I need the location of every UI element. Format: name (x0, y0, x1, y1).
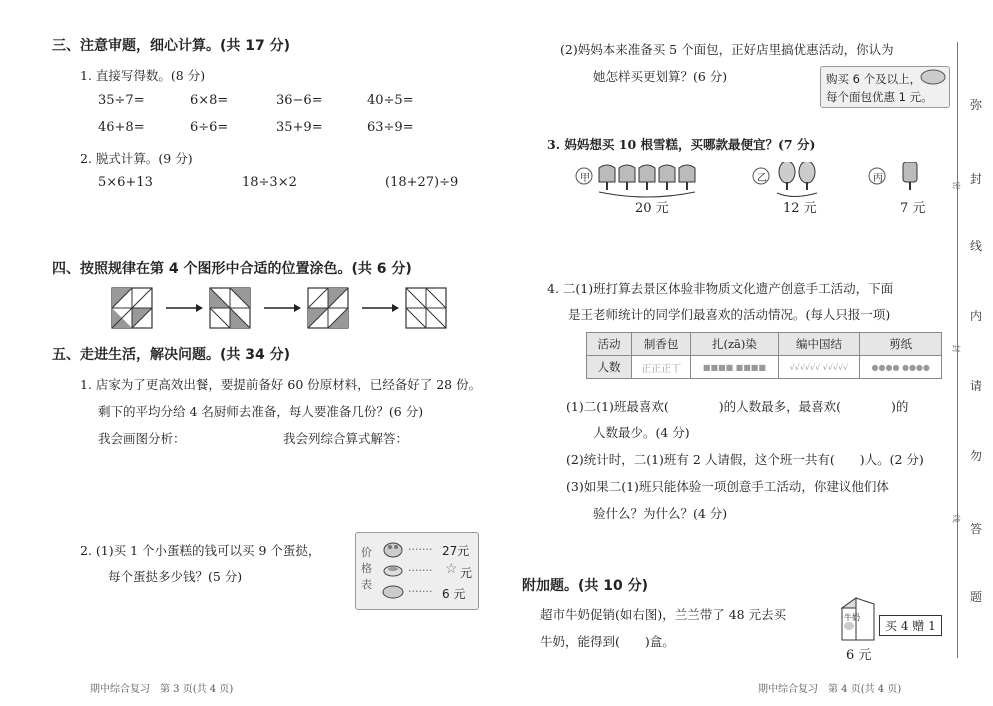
q2b-line2: 她怎样买更划算？(6 分) (593, 69, 728, 84)
pastry-icons (382, 539, 404, 603)
bread-icon (919, 68, 947, 86)
q4-p3b: 验什么？为什么？(4 分) (593, 506, 728, 521)
s5-q2-line2: 每个蛋挞多少钱？(5 分) (108, 569, 243, 584)
popsicle-icons-yi (777, 162, 817, 197)
binding-char: 答 (970, 522, 983, 536)
binding-mark: 封 (951, 344, 961, 353)
extra-title: 附加题。(共 10 分) (522, 578, 649, 594)
pattern-square-3 (308, 288, 348, 328)
price-bread: 6 元 (442, 587, 466, 601)
binding-char: 内 (970, 309, 983, 323)
q4-p1a: (1)二(1)班最喜欢( )的人数最多，最喜欢( )的 (566, 399, 909, 414)
bread-icon (383, 586, 403, 598)
binding-char: 请 (970, 379, 983, 393)
bread-promo-box (820, 66, 950, 108)
pattern-square-4-blank (406, 288, 446, 328)
calc-item: 35÷7= (98, 93, 145, 108)
pattern-square-2 (210, 288, 250, 328)
table-row (587, 356, 942, 379)
label-jia: 甲 (580, 173, 590, 184)
binding-char: 题 (970, 590, 983, 604)
binding-mark: 密 (951, 181, 961, 190)
cake-icon (384, 543, 402, 557)
footer-left: 期中综合复习 第 3 页(共 4 页) (90, 684, 234, 695)
calc-item: 63÷9= (367, 120, 414, 135)
s3-q1-label: 1. 直接写得数。(8 分) (80, 68, 206, 83)
s5-q1-formula: 我会列综合算式解答： (283, 431, 409, 446)
q3-title: 3. 妈妈想买 10 根雪糕，买哪款最便宜？(7 分) (547, 137, 816, 152)
table-header: 制香包 (632, 333, 691, 356)
expr-item: (18+27)÷9 (385, 175, 459, 190)
dots: ······· (408, 543, 433, 556)
q4-line1: 4. 二(1)班打算去景区体验非物质文化遗产创意手工活动，下面 (547, 281, 894, 296)
arrow-icon (166, 304, 203, 312)
dots: ······· (408, 585, 433, 598)
label-yi: 乙 (757, 173, 767, 184)
q4-p1b: 人数最少。(4 分) (593, 425, 690, 440)
arrow-icon (362, 304, 399, 312)
milk-label: 牛奶 (844, 613, 860, 622)
expr-item: 18÷3×2 (242, 175, 297, 190)
popsicle-icon-bing (903, 162, 917, 190)
binding-mark: 线 (951, 514, 961, 523)
binding-char: 线 (970, 239, 983, 253)
binding-char: 弥 (970, 98, 983, 112)
table-header: 扎(zā)染 (691, 333, 778, 356)
price-jia: 20 元 (635, 201, 669, 216)
price-yi: 12 元 (783, 201, 817, 216)
table-cell: ●●●● ●●●● (860, 356, 942, 379)
table-cell: 正正正丅 (632, 356, 691, 379)
expr-item: 5×6+13 (98, 175, 153, 190)
calc-item: 40÷5= (367, 93, 414, 108)
calc-item: 6÷6= (190, 120, 229, 135)
binding-char: 勿 (970, 449, 983, 463)
calc-item: 35+9= (276, 120, 323, 135)
calc-item: 46+8= (98, 120, 145, 135)
label-bing: 丙 (873, 173, 883, 184)
s5-q2-line1: 2. (1)买 1 个小蛋糕的钱可以买 9 个蛋挞， (80, 543, 321, 558)
popsicle-icons-jia (599, 165, 695, 197)
q4-line2: 是王老师统计的同学们最喜欢的活动情况。(每人只报一项) (568, 307, 891, 322)
price-bing: 7 元 (900, 201, 926, 216)
milk-price: 6 元 (846, 648, 872, 663)
table-header: 活动 (587, 333, 632, 356)
section-5-title: 五、走进生活，解决问题。(共 34 分) (52, 347, 291, 363)
table-header: 编中国结 (778, 333, 860, 356)
pattern-sequence (110, 286, 460, 330)
section-4-title: 四、按照规律在第 4 个图形中合适的位置涂色。(共 6 分) (52, 261, 412, 277)
calc-item: 6×8= (190, 93, 229, 108)
section-3-title: 三、注意审题，细心计算。(共 17 分) (52, 38, 291, 54)
egg-tart-icon (384, 566, 402, 576)
dots: ······· (408, 564, 433, 577)
table-cell: √√√√√√ √√√√√ (778, 356, 860, 379)
s5-q1-line2: 剩下的平均分给 4 名厨师去准备，每人要准备几份？(6 分) (98, 404, 424, 419)
table-header: 剪纸 (860, 333, 942, 356)
table-header-row (587, 333, 942, 356)
price-cake: 27元 (442, 544, 470, 558)
table-row-label: 人数 (587, 356, 632, 379)
star-icon: ☆ (445, 561, 458, 577)
promo-line1: 购买 6 个及以上， (826, 72, 922, 86)
table-cell: ■■■■ ■■■■ (691, 356, 778, 379)
q4-p2: (2)统计时，二(1)班有 2 人请假，这个班一共有( )人。(2 分) (566, 452, 924, 467)
q4-p3a: (3)如果二(1)班只能体验一项创意手工活动，你建议他们体 (566, 479, 889, 494)
promo-line2: 每个面包优惠 1 元。 (826, 90, 933, 104)
price-list-label: 价格表 (361, 546, 372, 591)
milk-promo-tag: 买 4 赠 1 (879, 615, 942, 636)
pattern-square-1 (112, 288, 152, 328)
s5-q1-draw: 我会画图分析： (98, 431, 186, 446)
extra-line2: 牛奶，能得到( )盒。 (540, 634, 675, 649)
arrow-icon (264, 304, 301, 312)
binding-char: 封 (970, 172, 983, 186)
footer-right: 期中综合复习 第 4 页(共 4 页) (758, 684, 902, 695)
price-list-box (355, 532, 479, 610)
price-tart: 元 (460, 566, 473, 580)
s5-q1-line1: 1. 店家为了更高效出餐，要提前备好 60 份原材料，已经备好了 28 份。 (80, 377, 482, 392)
q2b-line1: (2)妈妈本来准备买 5 个面包，正好店里搞优惠活动，你认为 (560, 42, 894, 57)
extra-line1: 超市牛奶促销(如右图)，兰兰带了 48 元去买 (540, 607, 787, 622)
s3-q2-label: 2. 脱式计算。(9 分) (80, 151, 193, 166)
activity-table (586, 332, 942, 379)
calc-item: 36−6= (276, 93, 323, 108)
